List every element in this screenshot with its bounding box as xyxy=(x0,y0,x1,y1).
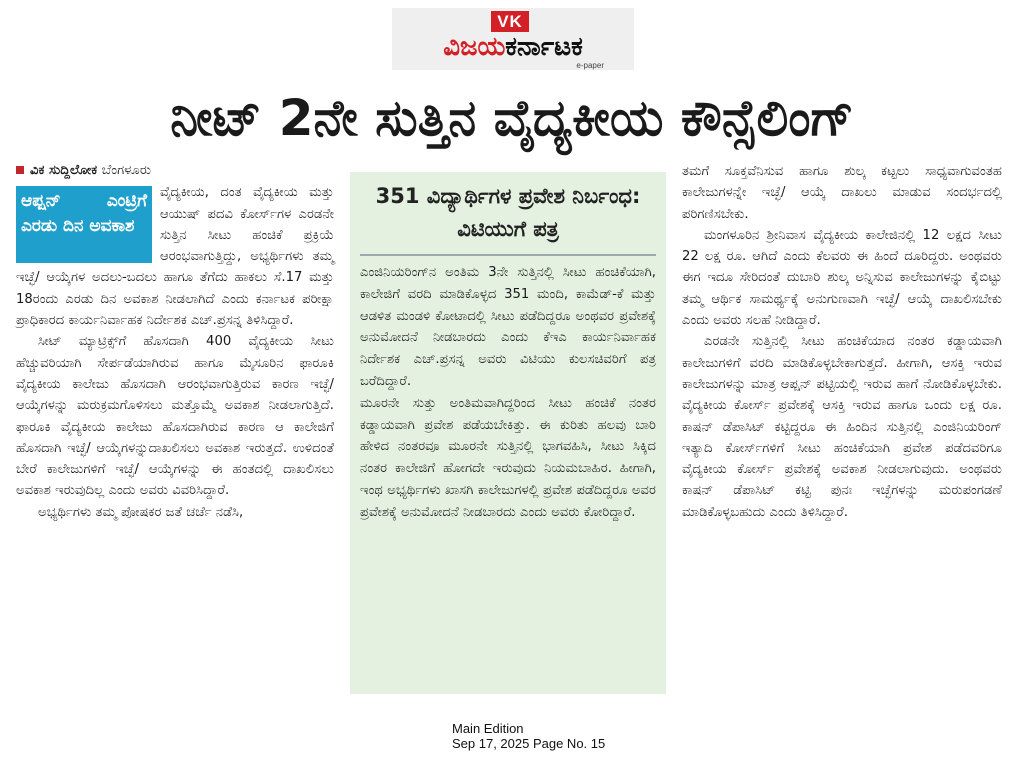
callout-box: ಆಪ್ಷನ್ ಎಂಟ್ರಿಗೆ ಎರಡು ದಿನ ಅವಕಾಶ xyxy=(16,186,152,263)
sidebar-story-heading: 351 ವಿದ್ಯಾರ್ಥಿಗಳ ಪ್ರವೇಶ ನಿರ್ಬಂಧ: ವಿಟಿಯುಗೆ ಪತ್ರ xyxy=(375,184,641,241)
right-column xyxy=(682,161,1002,523)
sidebar-paragraph-2: ಮೂರನೇ ಸುತ್ತು ಅಂತಿಮವಾಗಿದ್ದರಿಂದ ಸೀಟು ಹಂಚಿಕೆ ನಂತರ ಕಡ್ಡಾಯವಾಗಿ ಪ್ರವೇಶ ಪಡೆಯಬೇಕಿತ್ತು. ಈ ಕುರಿತು ಹಲವು ಬಾರಿ ಹೇಳಿದ ನಂತರವೂ ಮೂರನೇ ಸುತ್ತಿನಲ್ಲಿ ಭಾಗವಹಿಸಿ, ಸೀಟು ಸಿಕ್ಕಿದ ನಂತರ ಕಾಲೇಜಿಗೆ ಹೋಗದೇ ಇರುವುದು ನಿಯಮಬಾಹಿರ. ಹೀಗಾಗಿ, ಇಂಥ ಅಭ್ಯರ್ಥಿಗಳು ಖಾಸಗಿ ಕಾಲೇಜುಗಳಲ್ಲಿ ಪ್ರವೇಶ ಪಡೆದಿದ್ದರೂ ಅವರ ಪ್ರವೇಶಕ್ಕೆ ಅನುಮೋದನೆ ನೀಡಬಾರದು ಎಂದು ಅವರು ಕೋರಿದ್ದಾರೆ. xyxy=(360,395,656,520)
byline xyxy=(16,160,334,181)
sidebar-story-box xyxy=(350,172,666,694)
byline-place: ಬೆಂಗಳೂರು xyxy=(101,163,152,178)
right-paragraph-3: ಎರಡನೇ ಸುತ್ತಿನಲ್ಲಿ ಸೀಟು ಹಂಚಿಕೆಯಾದ ನಂತರ ಕಡ್ಡಾಯವಾಗಿ ಕಾಲೇಜುಗಳಿಗೆ ವರದಿ ಮಾಡಿಕೊಳ್ಳಬೇಕಾಗುತ್ತದೆ. ಹೀಗಾಗಿ, ಆಸಕ್ತಿ ಇರುವ ಕಾಲೇಜುಗಳನ್ನು ಮಾತ್ರ ಆಪ್ಷನ್ ಪಟ್ಟಿಯಲ್ಲಿ ಇರುವ ಹಾಗೆ ನೋಡಿಕೊಳ್ಳಬೇಕು. ವೈದ್ಯಕೀಯ ಕೋರ್ಸ್ ಪ್ರವೇಶಕ್ಕೆ ಆಸಕ್ತಿ ಇರುವ ಹಾಗೂ ಒಂದು ಲಕ್ಷ ರೂ. ಕಾಷನ್ ಡೆಪಾಸಿಟ್ ಕಟ್ಟಿದ್ದರೂ ಈ ಹಿಂದಿನ ಸುತ್ತಿನಲ್ಲಿ ಎಂಜಿನಿಯರಿಂಗ್ ಇತ್ಯಾದಿ ಕೋರ್ಸ್‌ಗಳಿಗೆ ಸೀಟು ಹಂಚಿಕೆಯಾಗಿ ಪ್ರವೇಶ ಪಡೆದವರಿಗೂ ವೈದ್ಯಕೀಯ ಕೋರ್ಸ್ ಪ್ರವೇಶಕ್ಕೆ ಅವಕಾಶ ನೀಡಲಾಗುವುದು. ಅಂಥವರು ಕಾಷನ್ ಡೆಪಾಸಿಟ್ ಕಟ್ಟಿ ಪುನಃ ಇಚ್ಛೆಗಳನ್ನು ಮರುಪಂಗಡಣೆ ಮಾಡಿಕೊಳ್ಳಬಹುದು ಎಂದು ತಿಳಿಸಿದ್ದಾರೆ. xyxy=(682,334,1002,520)
sidebar-story-body xyxy=(360,262,656,524)
newspaper-name xyxy=(392,30,634,64)
byline-square-icon xyxy=(16,166,24,174)
article-headline: ನೀಟ್ 2ನೇ ಸುತ್ತಿನ ವೈದ್ಯಕೀಯ ಕೌನ್ಸೆಲಿಂಗ್ xyxy=(170,89,854,147)
left-column xyxy=(16,160,334,523)
left-paragraph-1-text: ವೈದ್ಯಕೀಯ, ದಂತ ವೈದ್ಯಕೀಯ ಮತ್ತು ಆಯುಷ್ ಪದವಿ ಕೋರ್ಸ್‌ಗಳ ಎರಡನೇ ಸುತ್ತಿನ ಸೀಟು ಹಂಚಿಕೆ ಪ್ರಕ್ರಿಯೆ ಆರಂಭವಾಗುತ್ತಿದ್ದು, ಅಭ್ಯರ್ಥಿಗಳು ತಮ್ಮ ಇಚ್ಛೆ/ ಆಯ್ಕೆಗಳ ಅದಲು-ಬದಲು ಹಾಗೂ ತೆಗೆದು ಹಾಕಲು ಸೆ.17 ಮತ್ತು 18ರಂದು ಎರಡು ದಿನ ಅವಕಾಶ ನೀಡಲಾಗಿದೆ ಎಂದು ಕರ್ನಾಟಕ ಪರೀಕ್ಷಾ ಪ್ರಾಧಿಕಾರದ ಕಾರ್ಯನಿರ್ವಾಹಕ ನಿರ್ದೇಶಕ ಎಚ್.ಪ್ರಸನ್ನ ತಿಳಿಸಿದ್ದಾರೆ. xyxy=(16,185,334,329)
right-paragraph-2: ಮಂಗಳೂರಿನ ಶ್ರೀನಿವಾಸ ವೈದ್ಯಕೀಯ ಕಾಲೇಜಿನಲ್ಲಿ 12 ಲಕ್ಷದ ಸೀಟು 22 ಲಕ್ಷ ರೂ. ಆಗಿದೆ ಎಂದು ಕೆಲವರು ಈ ಹಿಂದೆ ದೂರಿದ್ದರು. ಅಂಥವರು ಈಗ ಇದೂ ಸೇರಿದಂತೆ ದುಬಾರಿ ಶುಲ್ಕ ಅನ್ನಿಸುವ ಕಾಲೇಜುಗಳನ್ನು ಕೈಬಿಟ್ಟು ತಮ್ಮ ಆರ್ಥಿಕ ಸಾಮರ್ಥ್ಯಕ್ಕೆ ಅನುಗುಣವಾಗಿ ಇಚ್ಛೆ/ ಆಯ್ಕೆ ದಾಖಲಿಸಬೇಕು ಎಂದು ಅವರು ಸಲಹೆ ನೀಡಿದ್ದಾರೆ. xyxy=(682,227,1002,329)
vk-badge: VK xyxy=(491,11,529,32)
left-paragraph-3: ಅಭ್ಯರ್ಥಿಗಳು ತಮ್ಮ ಪೋಷಕರ ಜತೆ ಚರ್ಚೆ ನಡೆಸಿ, xyxy=(38,504,244,520)
edition-label: Main Edition xyxy=(452,721,524,736)
page-footer xyxy=(452,721,652,751)
left-paragraph-1 xyxy=(16,182,334,331)
left-paragraph-2: ಸೀಟ್ ಮ್ಯಾಟ್ರಿಕ್ಸ್‌ಗೆ ಹೊಸದಾಗಿ 400 ವೈದ್ಯಕೀಯ ಸೀಟು ಹೆಚ್ಚುವರಿಯಾಗಿ ಸೇರ್ಪಡೆಯಾಗಿರುವ ಹಾಗೂ ಮೈಸೂರಿನ ಫಾರೂಕಿ ವೈದ್ಯಕೀಯ ಕಾಲೇಜು ಹೊಸದಾಗಿ ಆರಂಭವಾಗುತ್ತಿರುವ ಕಾರಣ ಇಚ್ಛೆ/ ಆಯ್ಕೆಗಳನ್ನು ಮರುಕ್ರಮಗೊಳಿಸಲು ಮತ್ತೊಮ್ಮೆ ಅವಕಾಶ ನೀಡಲಾಗುತ್ತಿದೆ. ಫಾರೂಕಿ ವೈದ್ಯಕೀಯ ಕಾಲೇಜು ಹೊಸದಾಗಿರುವ ಕಾರಣ ಆ ಕಾಲೇಜಿಗೆ ಹೊಸದಾಗಿ ಇಚ್ಛೆ/ ಆಯ್ಕೆಗಳನ್ನುದಾಖಲಿಸಲು ಅವಕಾಶ ಇರುತ್ತದೆ. ಉಳಿದಂತೆ ಬೇರೆ ಕಾಲೇಜುಗಳಿಗೆ ಇಚ್ಛೆ/ ಆಯ್ಕೆಗಳನ್ನು ಈ ಹಂತದಲ್ಲಿ ದಾಖಲಿಸಲು ಅವಕಾಶ ಇರುವುದಿಲ್ಲ ಎಂದು ಅವರು ವಿವರಿಸಿದ್ದಾರೆ. xyxy=(16,334,334,499)
right-paragraph-1: ತಮಗೆ ಸೂಕ್ತವೆನಿಸುವ ಹಾಗೂ ಶುಲ್ಕ ಕಟ್ಟಲು ಸಾಧ್ಯವಾಗುವಂತಹ ಕಾಲೇಜುಗಳನ್ನೇ ಇಚ್ಛೆ/ ಆಯ್ಕೆ ದಾಖಲು ಮಾಡುವ ಸಂದರ್ಭದಲ್ಲಿ ಪರಿಗಣಿಸಬೇಕು. xyxy=(682,164,1002,222)
byline-source: ವಿಕ ಸುದ್ದಿಲೋಕ xyxy=(30,163,98,178)
date-page-label: Sep 17, 2025 Page No. 15 xyxy=(452,736,606,751)
newspaper-name-part2: ಕರ್ನಾಟಕ xyxy=(505,32,583,62)
masthead-logo xyxy=(392,8,634,70)
newspaper-name-part1: ವಿಜಯ xyxy=(443,32,506,62)
sidebar-paragraph-1: ಎಂಜಿನಿಯರಿಂಗ್‌ನ ಅಂತಿಮ 3ನೇ ಸುತ್ತಿನಲ್ಲಿ ಸೀಟು ಹಂಚಿಕೆಯಾಗಿ, ಕಾಲೇಜಿಗೆ ವರದಿ ಮಾಡಿಕೊಳ್ಳದ 351 ಮಂದಿ, ಕಾಮೆಡ್-ಕೆ ಮತ್ತು ಆಡಳಿತ ಮಂಡಳಿ ಕೋಟಾದಲ್ಲಿ ಸೀಟು ಪಡೆದಿದ್ದರೂ ಅಂಥವರ ಪ್ರವೇಶಕ್ಕೆ ಅನುಮೋದನೆ ನೀಡಬಾರದು ಎಂದು ಕೆಇಎ ಕಾರ್ಯನಿರ್ವಾಹಕ ನಿರ್ದೇಶಕ ಎಚ್.ಪ್ರಸನ್ನ ಅವರು ವಿಟಿಯು ಕುಲಸಚಿವರಿಗೆ ಪತ್ರ ಬರೆದಿದ್ದಾರೆ. xyxy=(360,265,656,389)
sidebar-divider xyxy=(360,254,656,256)
epaper-label: e-paper xyxy=(576,61,604,70)
